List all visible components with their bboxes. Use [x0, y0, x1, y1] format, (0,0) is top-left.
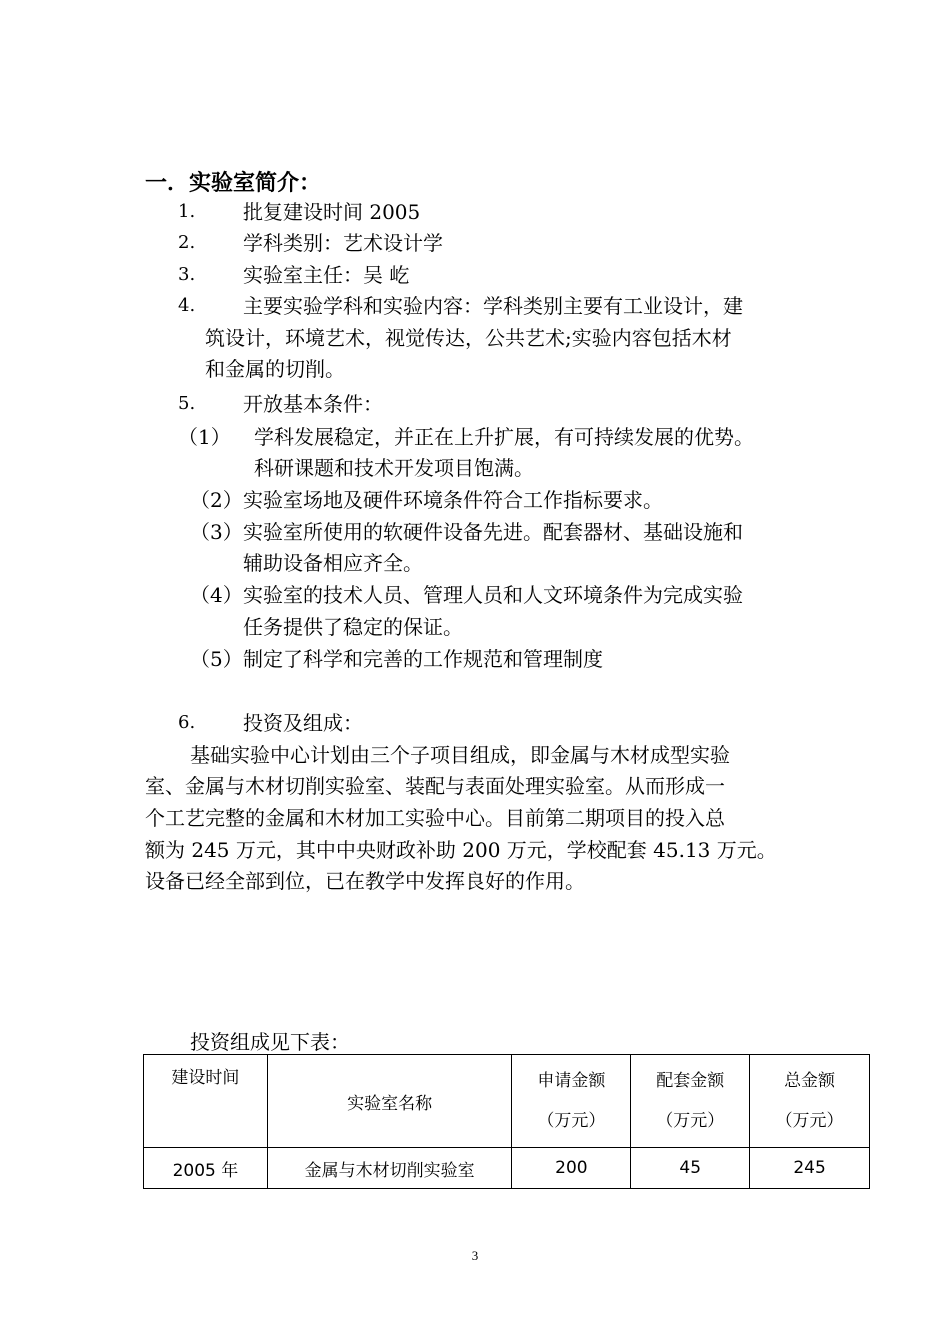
paragraph-line: 基础实验中心计划由三个子项目组成，即金属与木材成型实验 — [190, 743, 730, 767]
table-row — [144, 1148, 870, 1189]
header-total: 总金额 （万元） — [750, 1055, 870, 1148]
paragraph-line: 设备已经全部到位，已在教学中发挥良好的作用。 — [145, 869, 585, 893]
table-caption: 投资组成见下表： — [190, 1030, 350, 1054]
item-number: 2. — [178, 232, 196, 253]
page-number: 3 — [471, 1248, 479, 1263]
condition-label: （3） — [190, 520, 243, 544]
item-text: 投资及组成： — [243, 711, 363, 735]
item-text: 学科类别：艺术设计学 — [243, 231, 443, 255]
item-number: 6. — [178, 712, 196, 733]
header-name: 实验室名称 — [267, 1055, 512, 1148]
table-header-row — [144, 1055, 870, 1148]
paragraph-line: 个工艺完整的金属和木材加工实验中心。目前第二期项目的投入总 — [145, 806, 725, 830]
section-title: 一．实验室简介： — [145, 171, 322, 196]
condition-label: （1） — [178, 425, 231, 449]
condition-text: 实验室所使用的软硬件设备先进。配套器材、基础设施和 — [243, 520, 743, 544]
condition-label: （5） — [190, 647, 243, 671]
condition-text: 学科发展稳定，并正在上升扩展，有可持续发展的优势。 — [254, 425, 754, 449]
item-text: 实验室主任：吴 屹 — [243, 263, 410, 287]
item-text: 开放基本条件： — [243, 392, 383, 416]
paragraph-line: 室、金属与木材切削实验室、装配与表面处理实验室。从而形成一 — [145, 774, 725, 798]
paragraph-line: 额为 245 万元，其中中央财政补助 200 万元，学校配套 45.13 万元。 — [145, 838, 777, 862]
condition-text: 任务提供了稳定的保证。 — [243, 615, 463, 639]
item-text: 主要实验学科和实验内容：学科类别主要有工业设计，建 — [243, 294, 743, 318]
investment-table — [143, 1054, 870, 1189]
cell-match: 45 — [631, 1148, 750, 1189]
condition-text: 实验室场地及硬件环境条件符合工作指标要求。 — [243, 488, 663, 512]
condition-text: 科研课题和技术开发项目饱满。 — [254, 456, 534, 480]
header-match: 配套金额 （万元） — [631, 1055, 750, 1148]
cell-total: 245 — [750, 1148, 870, 1189]
item-text: 筑设计，环境艺术，视觉传达，公共艺术;实验内容包括木材 — [205, 326, 732, 350]
condition-label: （4） — [190, 583, 243, 607]
condition-text: 制定了科学和完善的工作规范和管理制度 — [243, 647, 603, 671]
cell-name: 金属与木材切削实验室 — [267, 1148, 512, 1189]
header-time: 建设时间 — [144, 1055, 268, 1148]
item-text: 批复建设时间 2005 — [243, 200, 421, 224]
cell-apply: 200 — [512, 1148, 631, 1189]
condition-text: 辅助设备相应齐全。 — [243, 551, 423, 575]
condition-text: 实验室的技术人员、管理人员和人文环境条件为完成实验 — [243, 583, 743, 607]
header-apply: 申请金额 （万元） — [512, 1055, 631, 1148]
item-number: 3. — [178, 264, 196, 285]
item-number: 4. — [178, 295, 196, 316]
item-text: 和金属的切削。 — [205, 357, 345, 381]
cell-time: 2005 年 — [144, 1148, 268, 1189]
item-number: 5. — [178, 393, 196, 414]
condition-label: （2） — [190, 488, 243, 512]
item-number: 1. — [178, 201, 196, 222]
